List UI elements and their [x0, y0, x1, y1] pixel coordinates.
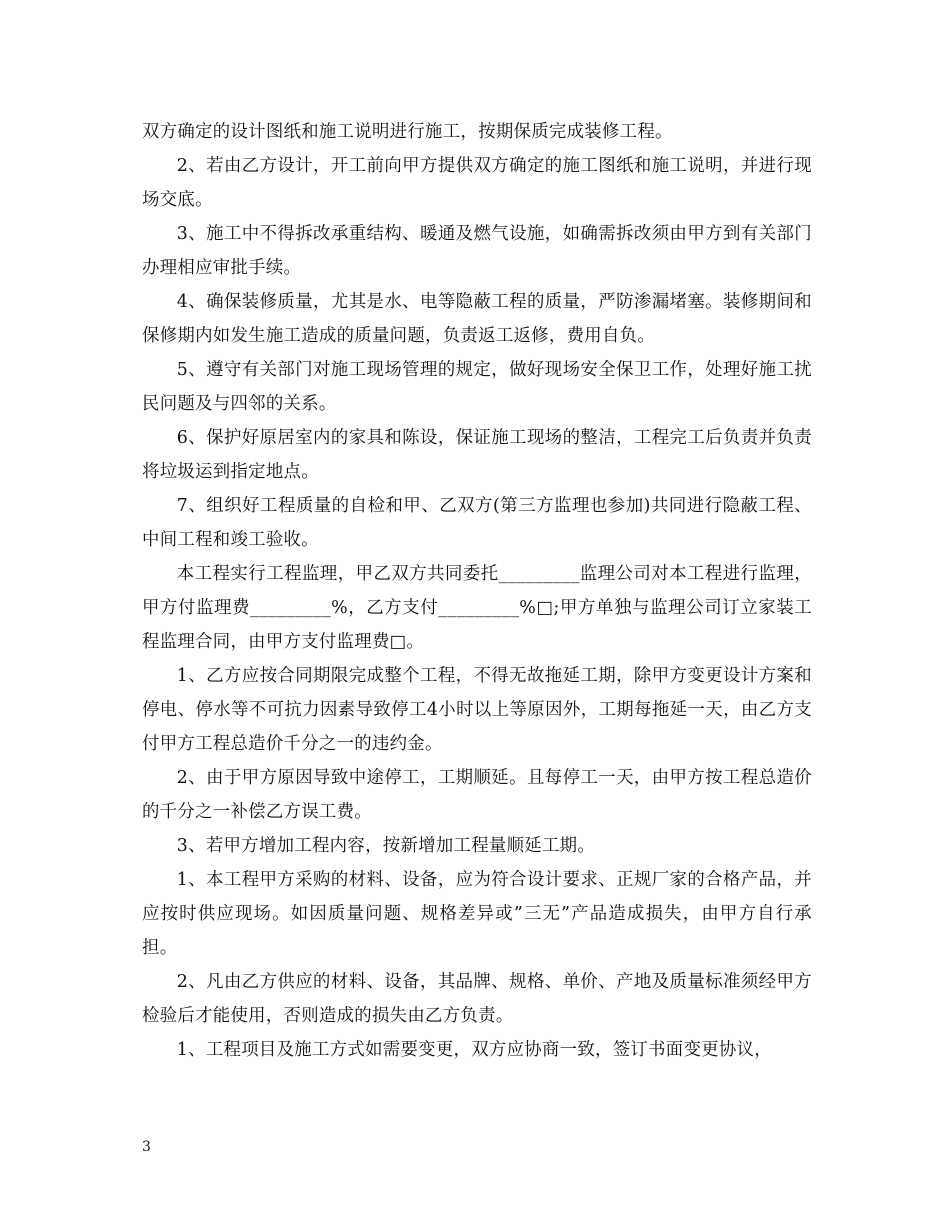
paragraph: 2、由于甲方原因导致中途停工，工期顺延。且每停工一天，由甲方按工程总造价的千分之一补偿乙方误工费。: [142, 768, 812, 822]
page-number: 3: [142, 1139, 151, 1155]
paragraph: 3、若甲方增加工程内容，按新增加工程量顺延工期。: [176, 836, 596, 856]
paragraph: 1、工程项目及施工方式如需要变更，双方应协商一致，签订书面变更协议，: [176, 1040, 772, 1060]
paragraph: 7、组织好工程质量的自检和甲、乙双方(第三方监理也参加)共同进行隐蔽工程、中间工程和竣工验收。: [142, 496, 812, 550]
paragraph: 3、施工中不得拆改承重结构、暖通及燃气设施，如确需拆改须由甲方到有关部门办理相应审批手续。: [142, 224, 812, 278]
document-body: [142, 115, 812, 1067]
paragraph: 本工程实行工程监理，甲乙双方共同委托_________监理公司对本工程进行监理，甲方付监理费_________%，乙方支付_________%□;甲方单独与监理公司订立家装工程监理合同，由甲方支付监理费□。: [142, 564, 812, 652]
paragraph: 1、乙方应按合同期限完成整个工程，不得无故拖延工期，除甲方变更设计方案和停电、停水等不可抗力因素导致停工4小时以上等原因外，工期每拖延一天，由乙方支付甲方工程总造价千分之一的违约金。: [142, 666, 812, 754]
paragraph: 1、本工程甲方采购的材料、设备，应为符合设计要求、正规厂家的合格产品，并应按时供应现场。如因质量问题、规格差异或”三无”产品造成损失，由甲方自行承担。: [142, 870, 812, 958]
paragraph: 6、保护好原居室内的家具和陈设，保证施工现场的整洁，工程完工后负责并负责将垃圾运到指定地点。: [142, 428, 812, 482]
paragraph: 双方确定的设计图纸和施工说明进行施工，按期保质完成装修工程。: [142, 122, 673, 142]
paragraph: 4、确保装修质量，尤其是水、电等隐蔽工程的质量，严防渗漏堵塞。装修期间和保修期内如发生施工造成的质量问题，负责返工返修，费用自负。: [142, 292, 812, 346]
paragraph: 2、凡由乙方供应的材料、设备，其品牌、规格、单价、产地及质量标准须经甲方检验后才能使用，否则造成的损失由乙方负责。: [142, 972, 812, 1026]
paragraph: 2、若由乙方设计，开工前向甲方提供双方确定的施工图纸和施工说明，并进行现场交底。: [142, 156, 812, 210]
paragraph: 5、遵守有关部门对施工现场管理的规定，做好现场安全保卫工作，处理好施工扰民问题及与四邻的关系。: [142, 360, 812, 414]
